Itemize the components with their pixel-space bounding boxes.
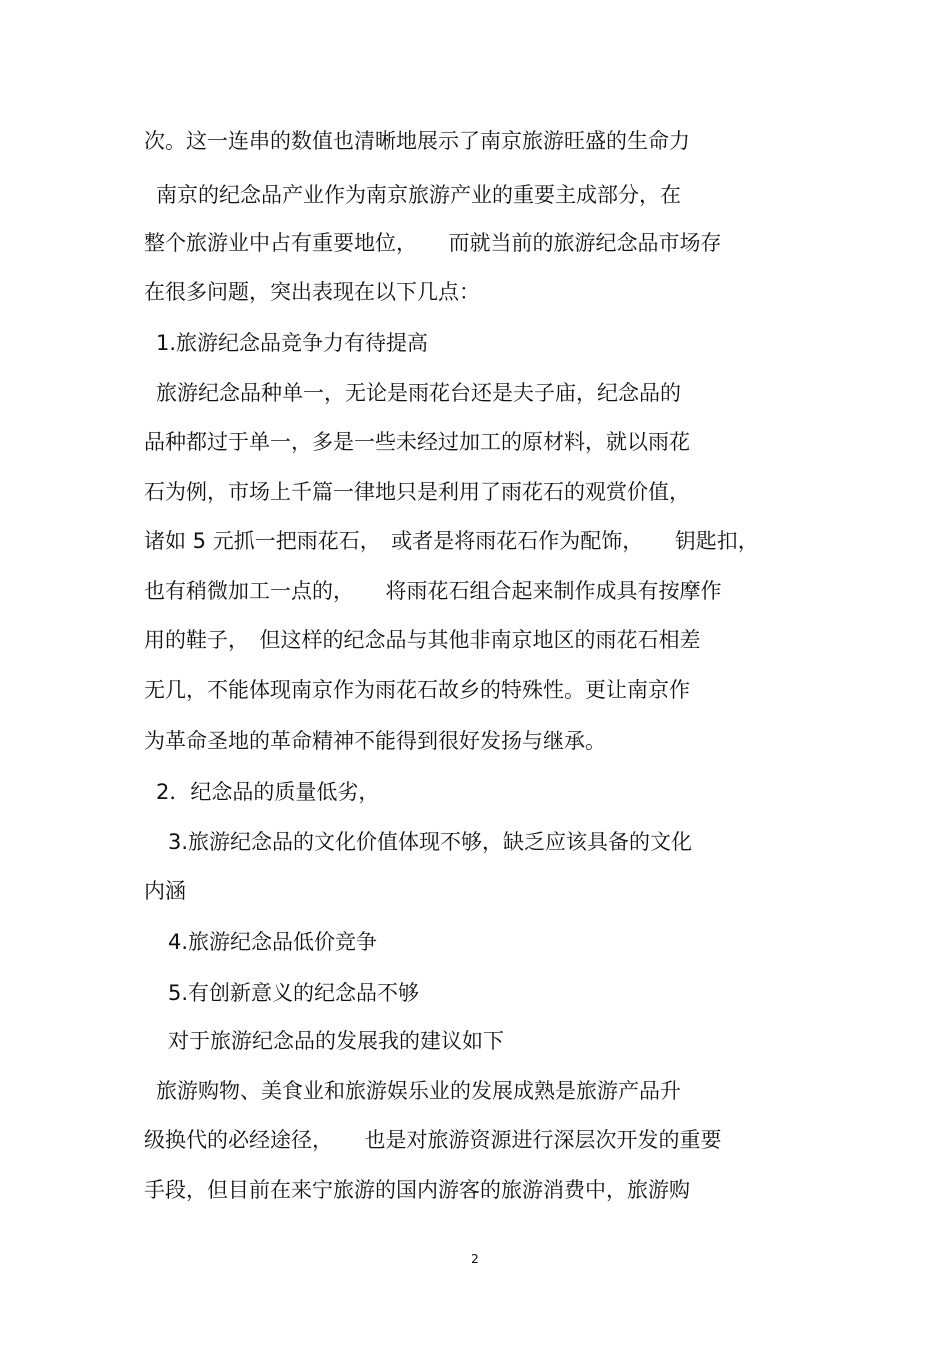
list-item-heading: 2．纪念品的质量低劣，: [156, 780, 380, 804]
list-item-heading: 5.有创新意义的纪念品不够: [168, 981, 420, 1005]
text-line: 南京的纪念品产业作为南京旅游产业的重要主成部分，在: [156, 183, 681, 207]
text-line: 品种都过于单一，多是一些未经过加工的原材料，就以雨花: [144, 430, 690, 454]
list-item-heading: 3.旅游纪念品的文化价值体现不够，缺乏应该具备的文化: [168, 830, 693, 854]
text-line: 无几，不能体现南京作为雨花石故乡的特殊性。更让南京作: [144, 678, 690, 702]
text-line: 用的鞋子， 但这样的纪念品与其他非南京地区的雨花石相差: [144, 628, 701, 652]
text-line: 石为例，市场上千篇一律地只是利用了雨花石的观赏价值，: [144, 480, 690, 504]
text-line: 旅游购物、美食业和旅游娱乐业的发展成熟是旅游产品升: [156, 1079, 681, 1103]
text-line: 也有稍微加工一点的， 将雨花石组合起来制作成具有按摩作: [144, 579, 722, 603]
text-line: 级换代的必经途径， 也是对旅游资源进行深层次开发的重要: [144, 1128, 722, 1152]
list-item-heading: 1.旅游纪念品竞争力有待提高: [156, 331, 429, 355]
text-line: 手段，但目前在来宁旅游的国内游客的旅游消费中，旅游购: [144, 1178, 690, 1202]
list-item-heading: 4.旅游纪念品低价竞争: [168, 930, 378, 954]
text-line: 整个旅游业中占有重要地位， 而就当前的旅游纪念品市场存: [144, 231, 722, 255]
text-line: 次。这一连串的数值也清晰地展示了南京旅游旺盛的生命力: [144, 129, 690, 153]
text-line: 在很多问题，突出表现在以下几点：: [144, 280, 480, 304]
text-line: 内涵: [144, 879, 186, 903]
page-number: 2: [471, 1252, 479, 1266]
text-line: 诸如 5 元抓一把雨花石， 或者是将雨花石作为配饰， 钥匙扣，: [144, 529, 759, 553]
text-line: 旅游纪念品种单一，无论是雨花台还是夫子庙，纪念品的: [156, 381, 681, 405]
text-line: 对于旅游纪念品的发展我的建议如下: [168, 1029, 504, 1053]
text-line: 为革命圣地的革命精神不能得到很好发扬与继承。: [144, 729, 606, 753]
